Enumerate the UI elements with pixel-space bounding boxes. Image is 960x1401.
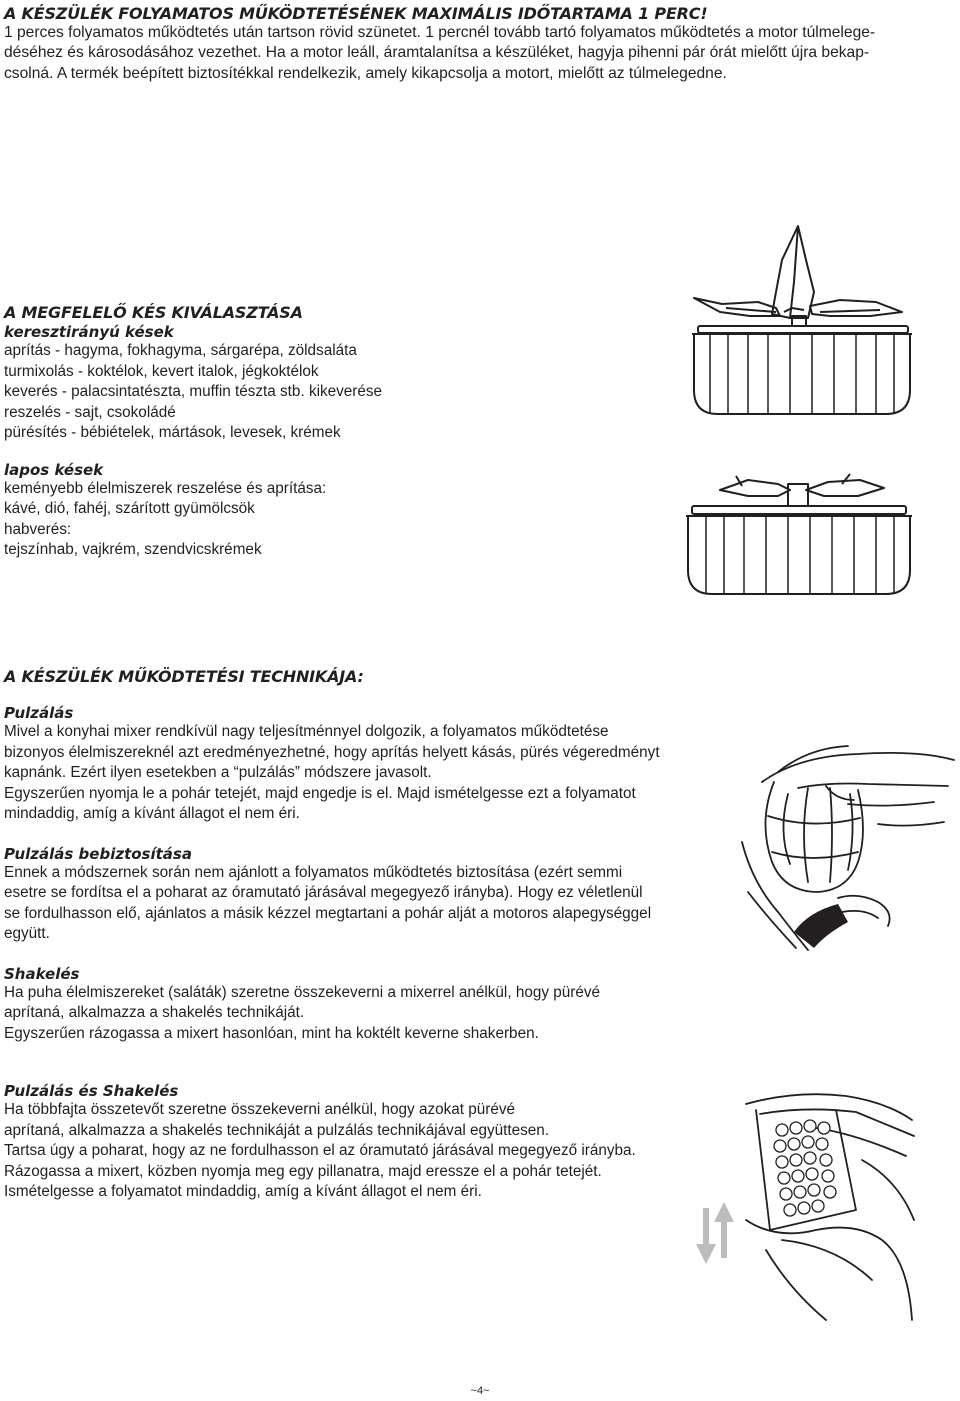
cross-knife-use: aprítás - hagyma, fokhagyma, sárgarépa, zöldsaláta bbox=[4, 342, 357, 359]
pulse-lock-title: Pulzálás bebiztosítása bbox=[4, 844, 192, 863]
warning-title: A KÉSZÜLÉK FOLYAMATOS MŰKÖDTETÉSÉNEK MAXIMÁLIS IDŐTARTAMA 1 PERC! bbox=[4, 4, 708, 23]
hand-pressing-illustration bbox=[738, 742, 960, 952]
pulse-text: bizonyos élelmiszereknél azt eredményezhetné, hogy aprítás helyett kásás, pürés végeredményt bbox=[4, 743, 660, 761]
shake-text: Egyszerűen rázogassa a mixert hasonlóan, mint ha koktélt keverne shakerben. bbox=[4, 1024, 539, 1042]
pulse-title: Pulzálás bbox=[4, 704, 74, 722]
pulse-text: Egyszerűen nyomja le a pohár tetejét, majd engedje is el. Majd ismételgesse ezt a folyamatot bbox=[4, 784, 636, 802]
pulse-text: Mivel a konyhai mixer rendkívül nagy teljesítménnyel dolgozik, a folyamatos működtetése bbox=[4, 723, 609, 740]
pulse-lock-text: se fordulhasson elő, ajánlatos a másik kézzel megtartani a pohár alját a motoros alapegységgel bbox=[4, 904, 652, 922]
technique-title: A KÉSZÜLÉK MŰKÖDTETÉSI TECHNIKÁJA: bbox=[4, 667, 364, 686]
shake-title: Shakelés bbox=[4, 964, 80, 983]
shake-illustration bbox=[686, 1090, 922, 1340]
pulse-lock-text: együtt. bbox=[4, 925, 50, 942]
warning-section bbox=[4, 4, 959, 84]
pulse-shake-text: Rázogassa a mixert, közben nyomja meg egy pillanatra, majd eressze el a pohár tetejét. bbox=[4, 1162, 602, 1180]
pulse-text: kapnánk. Ezért ilyen esetekben a “pulzálás” módszere javasolt. bbox=[4, 764, 432, 781]
flat-knife-use: habverés: bbox=[4, 520, 72, 538]
pulse-shake-text: Ismételgesse a folyamatot mindaddig, amíg a kívánt állagot el nem éri. bbox=[4, 1183, 482, 1200]
cross-knife-use: pürésítés - bébiételek, mártások, levesek, krémek bbox=[4, 424, 341, 441]
technique-section bbox=[4, 667, 739, 1203]
warning-line: déséhez és károsodásához vezethet. Ha a motor leáll, áramtalanítsa a készüléket, hagyja pihenni pár órát mielőtt újra bekap- bbox=[4, 44, 870, 62]
pulse-text: mindaddig, amíg a kívánt állagot el nem éri. bbox=[4, 805, 300, 822]
cross-knife-use: keverés - palacsintatészta, muffin tészta stb. kikeverése bbox=[4, 383, 383, 400]
knife-selection-section bbox=[4, 303, 664, 561]
cross-knife-use: turmixolás - koktélok, kevert italok, jégkoktélok bbox=[4, 362, 319, 380]
warning-line: 1 perces folyamatos működtetés után tartson rövid szünetet. 1 percnél tovább tartó folyamatos működtetés a motor túlmelege- bbox=[4, 24, 876, 41]
cross-blade-illustration bbox=[680, 222, 920, 422]
page-number: ~4~ bbox=[470, 1385, 490, 1397]
flat-knife-use: tejszínhab, vajkrém, szendvicskrémek bbox=[4, 541, 262, 558]
pulse-shake-text: Tartsa úgy a poharat, hogy az ne fordulhasson el az óramutató járásával megegyező irányba. bbox=[4, 1142, 636, 1159]
flat-knife-title: lapos kések bbox=[4, 460, 104, 479]
cross-knife-use: reszelés - sajt, csokoládé bbox=[4, 403, 176, 421]
pulse-shake-text: aprítaná, alkalmazza a shakelés technikáját a pulzálás technikájával együttesen. bbox=[4, 1121, 550, 1139]
shake-text: Ha puha élelmiszereket (saláták) szeretne összekeverni a mixerrel anélkül, hogy pürévé bbox=[4, 983, 601, 1001]
pulse-shake-title: Pulzálás és Shakelés bbox=[4, 1082, 179, 1100]
knife-selection-title: A MEGFELELŐ KÉS KIVÁLASZTÁSA bbox=[4, 303, 303, 322]
pulse-lock-text: Ennek a módszernek során nem ajánlott a folyamatos működtetés biztosítása (ezért semmi bbox=[4, 863, 623, 881]
pulse-lock-text: esetre se fordítsa el a poharat az óramutató járásával megegyező irányba). Hogy ez véletlenül bbox=[4, 884, 643, 901]
flat-knife-use: keményebb élelmiszerek reszelése és aprítása: bbox=[4, 479, 327, 497]
warning-line: csolná. A termék beépített biztosítékkal rendelkezik, amely kikapcsolja a motort, mielőtt az túlmelegedne. bbox=[4, 64, 727, 82]
flat-knife-use: kávé, dió, fahéj, szárított gyümölcsök bbox=[4, 500, 255, 517]
pulse-shake-text: Ha többfajta összetevőt szeretne összekeverni anélkül, hogy azokat pürévé bbox=[4, 1101, 516, 1118]
cross-knife-title: keresztirányú kések bbox=[4, 323, 174, 341]
shake-text: aprítaná, alkalmazza a shakelés technikáját. bbox=[4, 1004, 305, 1021]
flat-blade-illustration bbox=[678, 470, 920, 600]
